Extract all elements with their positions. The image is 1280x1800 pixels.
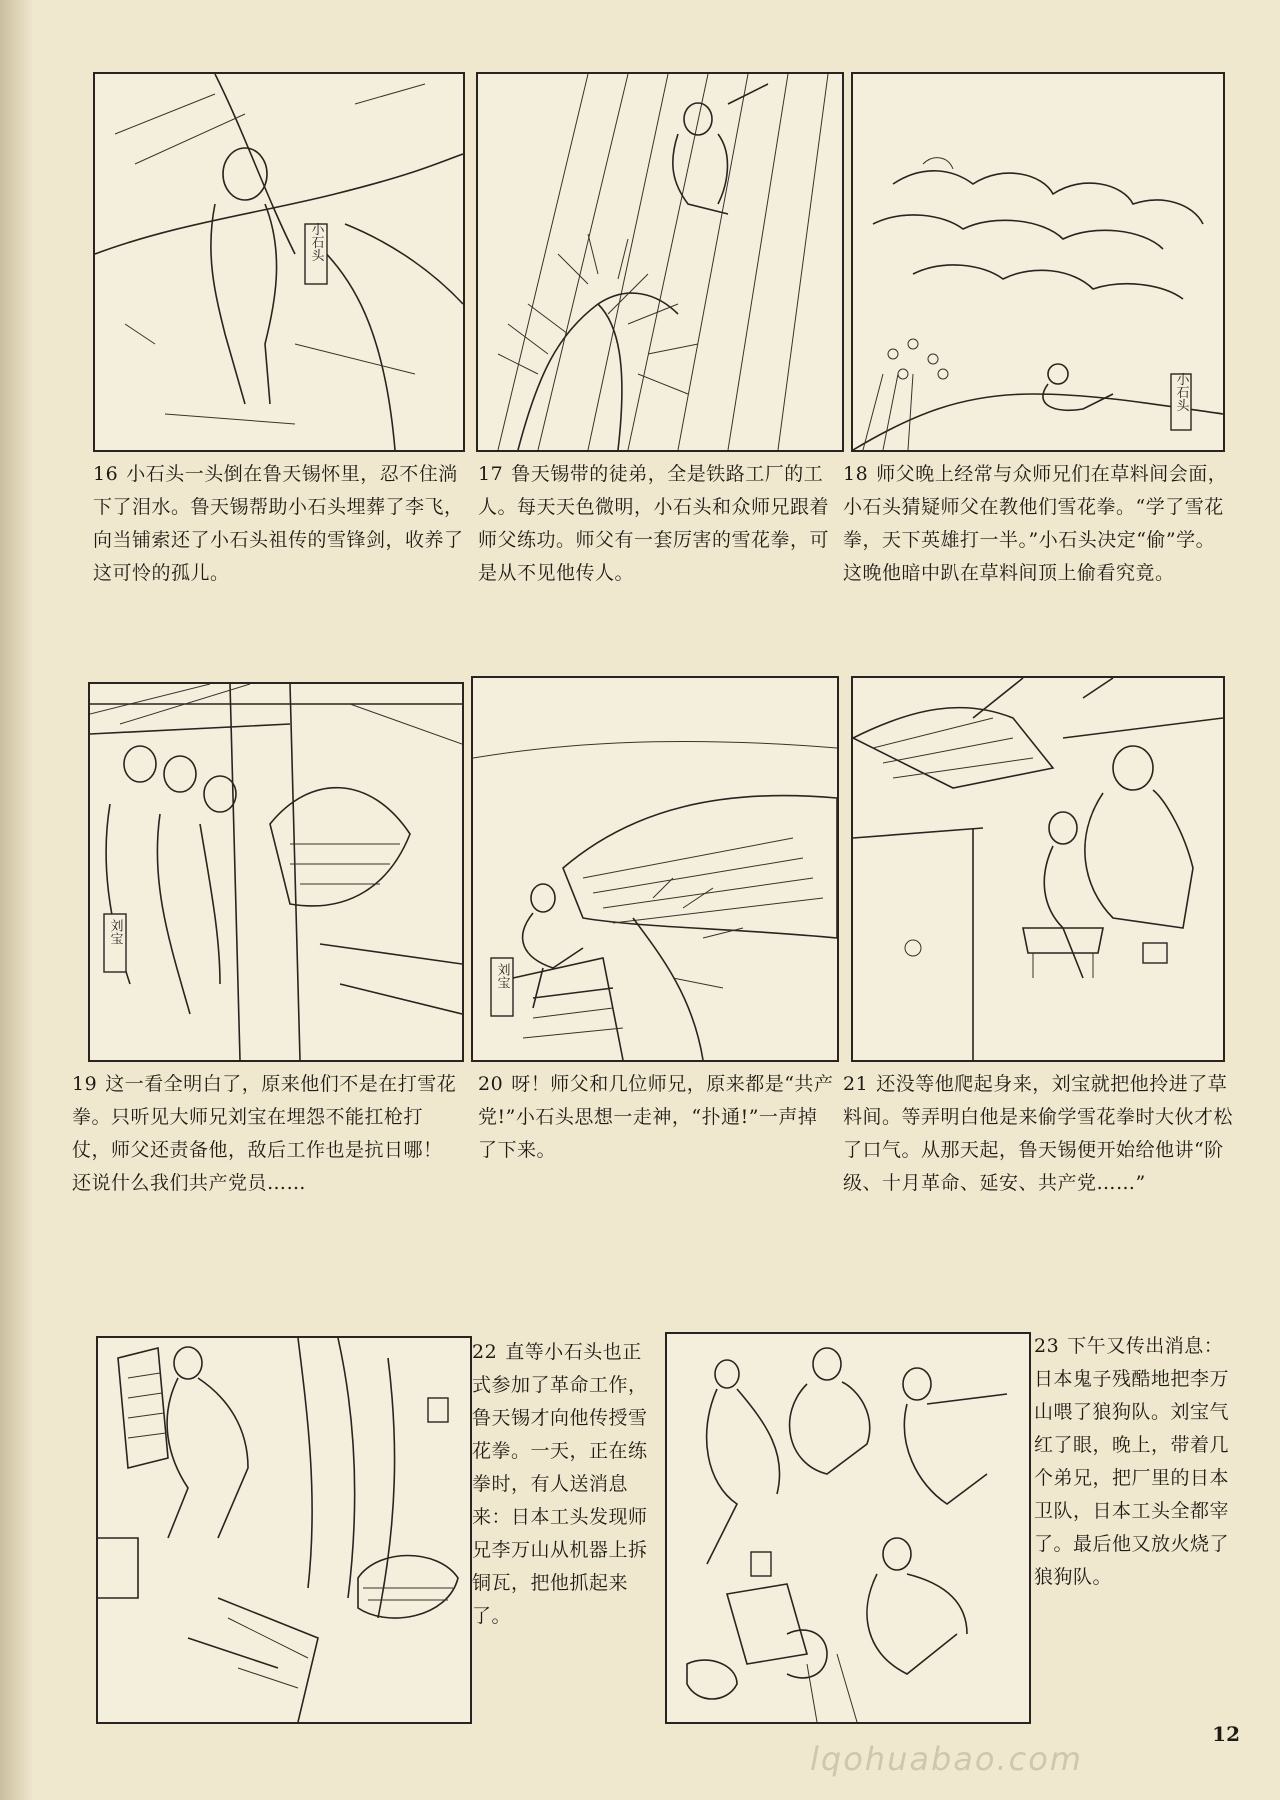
caption-18 xyxy=(843,458,1233,590)
panel-20-illustration xyxy=(471,676,839,1062)
caption-23 xyxy=(1034,1330,1230,1594)
name-tag-liubao: 刘宝 xyxy=(107,919,123,945)
page-number: 12 xyxy=(1212,1722,1240,1746)
panel-21-illustration xyxy=(851,676,1225,1062)
caption-19-text: 这一看全明白了，原来他们不是在打雪花拳。只听见大师兄刘宝在埋怨不能扛枪打仗，师父还责备他，敌后工作也是抗日哪！还说什么我们共产党员…… xyxy=(72,1073,457,1194)
caption-20-text: 呀！师父和几位师兄，原来都是“共产党!”小石头思想一走神，“扑通!”一声掉了下来。 xyxy=(478,1073,834,1161)
name-tag-liubao-20: 刘宝 xyxy=(494,963,510,989)
caption-23-number: 23 xyxy=(1034,1335,1060,1357)
caption-17-text: 鲁天锡带的徒弟，全是铁路工厂的工人。每天天色微明，小石头和众师兄跟着师父练功。师父有一套厉害的雪花拳，可是从不见他传人。 xyxy=(478,463,830,584)
caption-18-text: 师父晚上经常与众师兄们在草料间会面，小石头猜疑师父在教他们雪花拳。“学了雪花拳，天下英雄打一半。”小石头决定“偷”学。这晚他暗中趴在草料间顶上偷看究竟。 xyxy=(843,463,1228,584)
site-watermark: lqohuabao.com xyxy=(810,1740,1083,1778)
name-tag-shitou-18: 小石头 xyxy=(1173,372,1189,412)
caption-20-number: 20 xyxy=(478,1073,504,1095)
caption-22 xyxy=(472,1336,656,1633)
caption-22-number: 22 xyxy=(472,1341,498,1363)
caption-17 xyxy=(478,458,842,590)
caption-20 xyxy=(478,1068,836,1167)
panel-19-illustration xyxy=(88,682,464,1062)
caption-23-text: 下午又传出消息：日本鬼子残酷地把李万山喂了狼狗队。刘宝气红了眼，晚上，带着几个弟兄，把厂里的日本卫队，日本工头全都宰了。最后他又放火烧了狼狗队。 xyxy=(1034,1335,1230,1588)
panel-18-illustration xyxy=(851,72,1225,452)
caption-21-text: 还没等他爬起身来，刘宝就把他拎进了草料间。等弄明白他是来偷学雪花拳时大伙才松了口气。从那天起，鲁天锡便开始给他讲“阶级、十月革命、延安、共产党……” xyxy=(843,1073,1234,1194)
book-spine-shadow xyxy=(0,0,34,1800)
caption-17-number: 17 xyxy=(478,463,504,485)
panel-22-illustration xyxy=(96,1336,472,1724)
caption-18-number: 18 xyxy=(843,463,869,485)
caption-16-text: 小石头一头倒在鲁天锡怀里，忍不住淌下了泪水。鲁天锡帮助小石头埋葬了李飞，向当铺索还了小石头祖传的雪锋剑，收养了这可怜的孤儿。 xyxy=(93,463,464,584)
caption-22-text: 直等小石头也正式参加了革命工作，鲁天锡才向他传授雪花拳。一天，正在练拳时，有人送消息来：日本工头发现师兄李万山从机器上拆铜瓦，把他抓起来了。 xyxy=(472,1341,648,1627)
name-tag-shitou: 小石头 xyxy=(308,222,324,262)
caption-19 xyxy=(72,1068,458,1200)
caption-21-number: 21 xyxy=(843,1073,869,1095)
caption-19-number: 19 xyxy=(72,1073,98,1095)
caption-16-number: 16 xyxy=(93,463,119,485)
caption-21 xyxy=(843,1068,1235,1200)
caption-16 xyxy=(93,458,465,590)
panel-16-illustration xyxy=(93,72,465,452)
panel-17-illustration xyxy=(476,72,844,452)
panel-23-illustration xyxy=(665,1332,1031,1724)
